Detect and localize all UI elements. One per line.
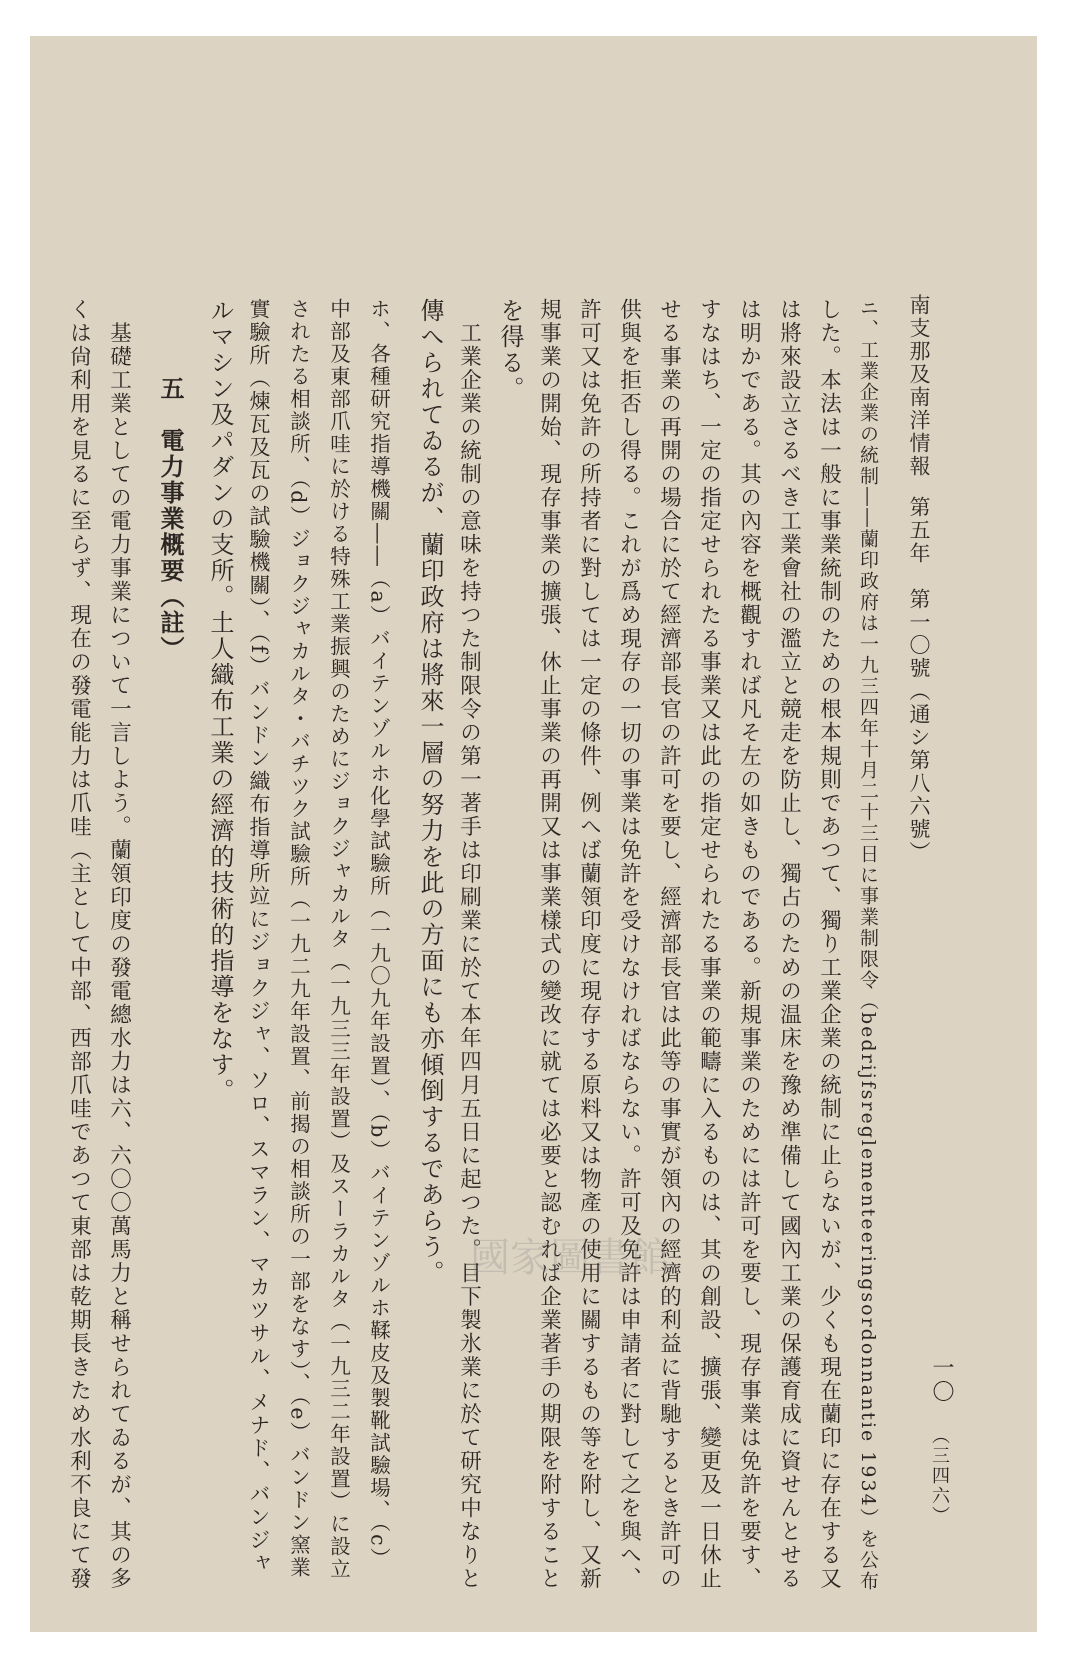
text-column: ルマシン及パダンの支所。土人織布工業の經濟的技術的指導をなす。 [206, 298, 234, 1104]
running-title: 南支那及南洋情報 [907, 294, 931, 478]
text-column: 中部及東部爪哇に於ける特殊工業振興のためにジョクジャカルタ（一九三三年設置）及スーラカルタ（一九三二年設置）に設立 [326, 298, 351, 1581]
document-page [30, 36, 1037, 1632]
text-column: を得る。 [496, 298, 524, 402]
page-number-sub: （三四六） [929, 1426, 950, 1526]
page-number: 一〇 [929, 1356, 954, 1404]
text-column: すなはち、一定の指定せられたる事業又は此の指定せられたる事業の範疇に入るものは、其の創設、擴張、變更及一日休止 [696, 298, 722, 1591]
text-column: は將來設立さるべき工業會社の濫立と競走を防止し、獨占のための温床を豫め準備して國內工業の保護育成に資せんとせる [776, 298, 802, 1591]
section-heading: 五 電力事業概要（註） [156, 298, 185, 662]
text-column: せる事業の再開の場合に於て經濟部長官の許可を要し、經濟部長官は此等の事實が領內の經濟的利益に背馳するとき許可の [656, 298, 682, 1591]
text-column: 傳へられてゐるが、蘭印政府は將來一層の努力を此の方面にも亦傾倒するであらう。 [416, 298, 444, 1286]
text-column: 供與を拒否し得る。これが爲め現存の一切の事業は免許を受けなければならない。許可及免許は申請者に對して之を與へ、 [616, 298, 642, 1591]
text-column: 許可又は免許の所持者に對しては一定の條件、例へば蘭領印度に現存する原料又は物產の使用に關するもの等を附し、又新 [576, 298, 602, 1591]
text-column: ニ、工業企業の統制――蘭印政府は一九三四年十月二十三日に事業制限令（bedrijfsreglementeeringsordonnantie 1934）を公布 [857, 298, 879, 1592]
text-column: ホ、各種研究指導機關――（a）バイテンゾルホ化學試驗所（一九〇九年設置）、（b）バイテンゾルホ鞣皮及製靴試驗場、（c） [366, 298, 391, 1571]
text-column: は明かである。其の內容を概觀すれば凡そ左の如きものである。新規事業のためには許可を要し、現存事業は免許を要す、 [736, 298, 762, 1591]
text-column: されたる相談所、（d）ジョクジャカルタ・バチツク試驗所（一九二九年設置、前揭の相談所の一部をなす）、（e）バンドン窯業 [286, 298, 311, 1580]
text-column: した。本法は一般に事業統制のための根本規則であつて、獨り工業企業の統制に止らないが、少くも現在蘭印に存在する又 [816, 298, 842, 1591]
library-watermark: 國家圖書館 [470, 1235, 670, 1281]
text-column: 規事業の開始、現存事業の擴張、休止事業の再開又は事業樣式の變改に就ては必要と認むれば企業著手の期限を附すること [536, 298, 562, 1591]
issue-info: 第五年 第一〇號（通シ第八六號） [907, 496, 931, 864]
text-column: くは尙利用を見るに至らず、現在の發電能力は爪哇（主として中部、西部爪哇であつて東部は乾期長きため水利不良にて發 [66, 298, 92, 1591]
text-column: 基礎工業としての電力事業について一言しよう。蘭領印度の發電總水力は六、六〇〇萬馬力と稱せられてゐるが、其の多 [106, 298, 132, 1591]
text-column: 工業企業の統制の意味を持つた制限令の第一著手は印刷業に於て本年四月五日に起つた。目下製氷業に於て研究中なりと [456, 298, 482, 1591]
text-column: 實驗所（煉瓦及瓦の試驗機關）、（f）バンドン織布指導所竝にジョクジャ、ソロ、スマラン、マカツサル、メナド、バンジャ [247, 298, 271, 1575]
